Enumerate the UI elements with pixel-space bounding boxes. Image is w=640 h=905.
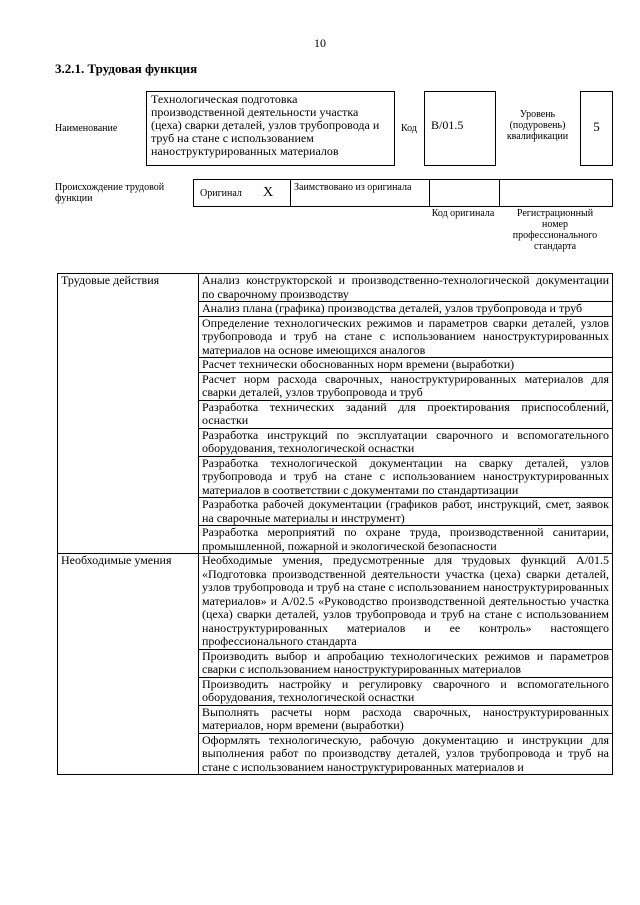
labor-action-item: Разработка рабочей документации (графиков работ, инструкций, смет, заявок на сварочные материалы и инструмент) (199, 498, 613, 526)
name-label: Наименование (55, 123, 118, 134)
labor-action-item: Определение технологических режимов и параметров сварки деталей, узлов трубопровода и труб на стане с использованием наноструктурированных материалов на основе имеющихся аналогов (199, 316, 613, 358)
labor-action-item: Разработка технических заданий для проектирования приспособлений, оснастки (199, 400, 613, 428)
skill-item: Выполнять расчеты норм расхода сварочных, наноструктурированных материалов, норм времени (выработки) (199, 705, 613, 733)
labor-actions-label: Трудовые действия (58, 274, 199, 554)
level-box (580, 91, 613, 166)
code-box (424, 91, 496, 166)
section-title: 3.2.1. Трудовая функция (55, 61, 198, 76)
labor-action-item: Разработка инструкций по эксплуатации сварочного и вспомогательного оборудования, технологической оснастки (199, 428, 613, 456)
skills-label: Необходимые умения (58, 554, 199, 775)
labor-action-item: Разработка технологической документации на сварку деталей, узлов трубопровода и труб на стане с использованием наноструктурированных материалов в соответствии с документами по стандартизации (199, 456, 613, 498)
borrowed-label: Заимствовано из оригинала (294, 182, 412, 193)
labor-action-item: Анализ плана (графика) производства деталей, узлов трубопровода и труб (199, 302, 613, 317)
table-row (58, 274, 613, 302)
origin-divider (429, 180, 430, 206)
origin-row (193, 179, 613, 207)
skill-item: Производить настройку и регулировку сварочного и вспомогательного оборудования, технологической оснастки (199, 677, 613, 705)
skill-item: Необходимые умения, предусмотренные для трудовых функций A/01.5 «Подготовка производственной деятельности участка (цеха) сварки деталей, узлов трубопровода и труб на стане с использованием наноструктурированных материалов» и A/02.5 «Руководство производственной деятельностью участка (цеха) сварки деталей, узлов трубопровода и труб на стане с использованием наноструктурированных материалов и ее контроль» настоящего профессионального стандарта (199, 554, 613, 650)
origin-divider (499, 180, 500, 206)
code-label: Код (401, 123, 417, 134)
function-name-value: Технологическая подготовка производственной деятельности участка (цеха) сварки деталей, узлов трубопровода и труб на стане с использованием наноструктурированных материалов (151, 92, 380, 158)
level-value: 5 (593, 119, 600, 134)
level-label: Уровень (подуровень) квалификации (506, 109, 569, 142)
origin-label: Происхождение трудовой функции (55, 182, 165, 204)
page-number: 10 (314, 36, 326, 50)
labor-action-item: Анализ конструкторской и производственно-технологической документации по сварочному производству (199, 274, 613, 302)
skill-item: Производить выбор и апробацию технологических режимов и параметров сварки с использованием наноструктурированных материалов (199, 649, 613, 677)
original-label: Оригинал (200, 188, 242, 199)
table-row (58, 554, 613, 650)
origin-divider (290, 180, 291, 206)
original-mark: X (263, 185, 274, 200)
code-value: B/01.5 (431, 118, 464, 132)
function-name-box (146, 91, 395, 166)
skill-item: Оформлять технологическую, рабочую документацию и инструкции для выполнения работ по производству деталей, узлов трубопровода и труб на стане с использованием наноструктурированных материалов и (199, 733, 613, 775)
code-original-caption: Код оригинала (431, 208, 495, 219)
labor-action-item: Расчет технически обоснованных норм времени (выработки) (199, 358, 613, 373)
reg-number-caption: Регистрационный номер профессионального стандарта (512, 208, 598, 252)
labor-action-item: Расчет норм расхода сварочных, наноструктурированных материалов для сварки деталей, узлов трубопровода и труб (199, 372, 613, 400)
function-table (57, 273, 613, 775)
labor-action-item: Разработка мероприятий по охране труда, производственной санитарии, промышленной, пожарной и экологической безопасности (199, 526, 613, 554)
